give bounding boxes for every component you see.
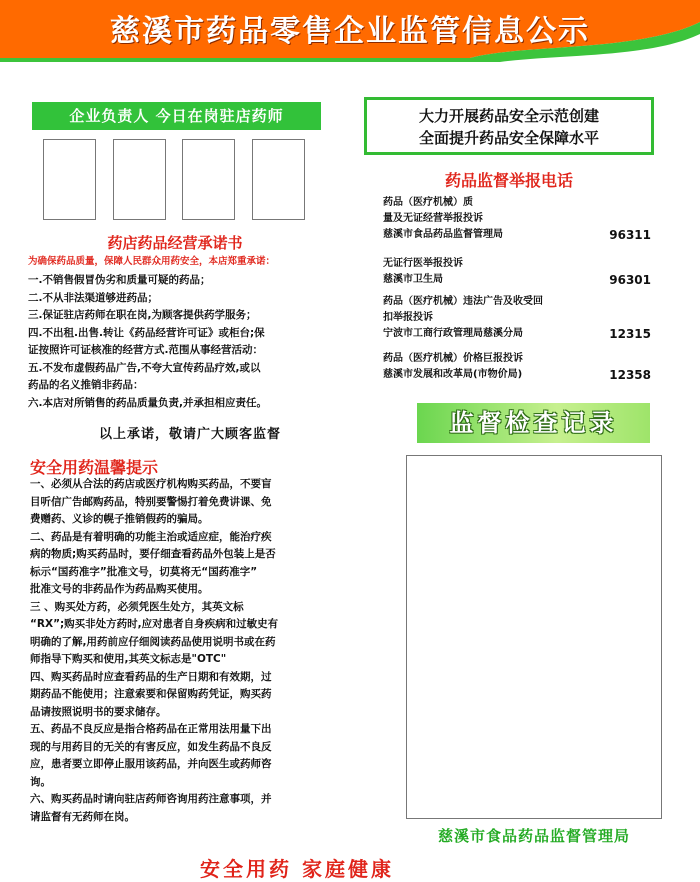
tips-line: 明确的了解,用药前应仔细阅读药品使用说明书或在药 <box>30 635 276 648</box>
pledge-item: 证按照许可证核准的经营方式.范围从事经营活动： <box>28 344 263 356</box>
inspection-record-box <box>406 455 662 819</box>
photo-frame <box>43 139 96 220</box>
photo-frame <box>252 139 305 220</box>
hotline-line: 扣举报投诉 <box>383 312 433 323</box>
hotline-line: 药品（医疗机械）价格巨报投诉 <box>383 353 523 364</box>
hotline-entry <box>383 256 673 288</box>
tips-line: “RX”;购买非处方药时,应对患者自身疾病和过敏史有 <box>30 618 279 630</box>
tips-line: 一、必须从合法的药店或医疗机构购买药品，不要盲 <box>30 478 272 490</box>
hotline-agency: 慈溪市发展和改革局(市物价局) <box>383 369 523 380</box>
hotline-title: 药品监督举报电话 <box>445 171 574 190</box>
tips-line: 二、药品是有着明确的功能主治或适应症，能治疗疾 <box>30 530 272 543</box>
tips-line: 品请按照说明书的要求储存。 <box>30 705 167 718</box>
hotline-agency: 宁波市工商行政管理局慈溪分局 <box>383 328 523 339</box>
hotline-number: 12358 <box>609 368 651 382</box>
pledge-intro: 为确保药品质量，保障人民群众用药安全，本店郑重承诺： <box>28 256 276 267</box>
photo-frame <box>182 139 235 220</box>
inspection-record-title: 监督检查记录 <box>417 403 650 443</box>
tips-line: 期药品不能使用；注意索要和保留购药凭证，购买药 <box>30 688 272 700</box>
tips-list <box>30 476 375 826</box>
hotline-agency: 慈溪市食品药品监督管理局 <box>383 229 503 240</box>
hotline-line <box>383 367 673 383</box>
person-in-charge-bar: 企业负责人 今日在岗驻店药师 <box>32 102 321 130</box>
tips-line: 应，患者要立即停止服用该药品，并向医生或药师咨 <box>30 758 272 770</box>
pledge-item: 二.不从非法渠道够进药品； <box>28 291 158 304</box>
tips-line: 五、药品不良反应是指合格药品在正常用法用量下出 <box>30 723 272 735</box>
hotline-line: 量及无证经营举报投诉 <box>383 213 483 224</box>
bottom-slogan: 安全用药 家庭健康 <box>200 857 394 881</box>
tips-line: 六、购买药品时请向驻店药师咨询用药注意事项，并 <box>30 793 272 805</box>
page-title: 慈溪市药品零售企业监管信息公示 <box>110 14 590 49</box>
hotline-line: 药品（医疗机械）质 <box>383 197 473 208</box>
hotline-line <box>383 227 673 243</box>
safety-slogan-box <box>364 97 654 155</box>
pledge-item: 一.不销售假冒伪劣和质量可疑的药品； <box>28 274 211 286</box>
hotline-line: 药品（医疗机械）违法广告及收受回 <box>383 296 543 307</box>
tips-line: 四、购买药品时应查看药品的生产日期和有效期，过 <box>30 670 272 683</box>
hotline-number: 96301 <box>609 273 651 287</box>
slogan-line-2: 全面提升药品安全保障水平 <box>418 129 599 147</box>
tips-title: 安全用药温馨提示 <box>30 458 159 477</box>
pledge-item: 五.不发布虚假药品广告,不夸大宣传药品疗效,或以 <box>28 361 261 374</box>
tips-line: 师指导下购买和使用,其英文标志是"OTC" <box>30 653 227 665</box>
hotline-entry <box>383 294 673 342</box>
pledge-item: 六.本店对所销售的药品质量负责,并承担相应责任。 <box>28 396 267 409</box>
authority-name: 慈溪市食品药品监督管理局 <box>437 827 630 845</box>
hotline-line <box>383 272 673 288</box>
hotline-entry <box>383 351 673 383</box>
tips-line: 病的物质;购买药品时，要仔细查看药品外包装上是否 <box>30 548 276 560</box>
hotline-agency: 慈溪市卫生局 <box>383 274 443 285</box>
tips-line: 请监督有无药师在岗。 <box>30 810 135 823</box>
photo-frame <box>113 139 166 220</box>
pledge-item: 四.不出租.出售.转让《药品经营许可证》或柜台;保 <box>28 326 265 339</box>
tips-line: 标示“国药准字”批准文号，切莫将无“国药准字” <box>30 565 258 578</box>
tips-line: 询。 <box>30 775 51 788</box>
pledge-item: 药品的名义推销非药品： <box>28 379 144 391</box>
hotline-line <box>383 326 673 342</box>
tips-line: 现的与用药目的无关的有害反应，如发生药品不良反 <box>30 740 272 753</box>
hotline-entry <box>383 195 673 243</box>
tips-line: 批准文号的非药品作为药品购买使用。 <box>30 583 209 595</box>
hotline-line: 无证行医举报投诉 <box>383 258 463 269</box>
pledge-closing: 以上承诺，敬请广大顾客监督 <box>98 427 281 442</box>
tips-line: 费赠药、义诊的幌子推销假药的骗局。 <box>30 513 209 525</box>
slogan-line-1: 大力开展药品安全示范创建 <box>418 107 599 125</box>
tips-line: 目听信广告邮购药品，特别要警惕打着免费讲课、免 <box>30 495 272 508</box>
pledge-list <box>28 272 358 412</box>
tips-line: 三 、购买处方药，必须凭医生处方，其英文标 <box>30 600 244 613</box>
header-banner <box>0 0 700 62</box>
pledge-title: 药店药品经营承诺书 <box>107 234 243 252</box>
hotline-number: 96311 <box>609 228 651 242</box>
hotline-number: 12315 <box>609 327 651 341</box>
pledge-item: 三.保证驻店药师在职在岗,为顾客提供药学服务； <box>28 309 257 321</box>
